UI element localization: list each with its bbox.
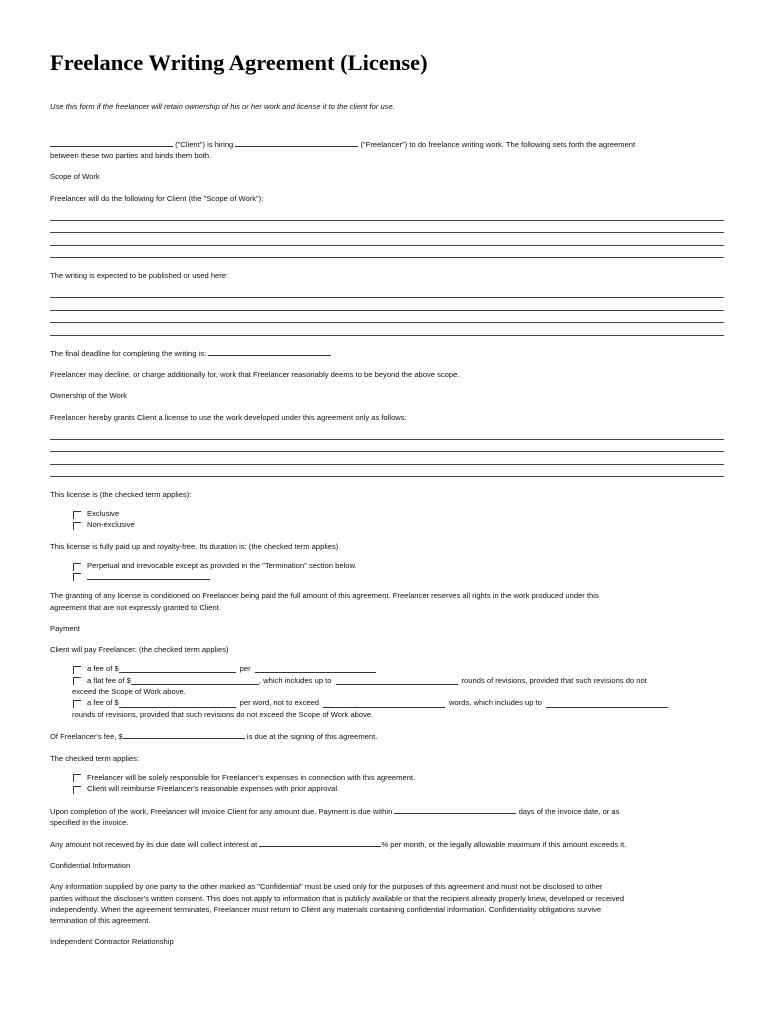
flat-revisions-blank[interactable]: [336, 676, 458, 685]
license-option-nonexclusive[interactable]: Non-exclusive: [73, 519, 722, 530]
expenses-option-freelancer[interactable]: Freelancer will be solely responsible for Freelancer's expenses in connection with this agreement.: [73, 772, 722, 783]
rate-unit-blank[interactable]: [255, 664, 376, 673]
ownership-lead: Freelancer hereby grants Client a license to use the work developed under this agreement only as follows:: [50, 412, 407, 422]
duration-option-perpetual[interactable]: Perpetual and irrevocable except as provided in the "Termination" section below.: [73, 560, 722, 571]
fill-line[interactable]: [50, 439, 724, 440]
payment-option-rate[interactable]: a fee of $ per: [73, 663, 722, 674]
interest-text: Any amount not received by its due date will collect interest at % per month, or the legally allowable maximum if this amount exceeds it.: [50, 839, 627, 849]
per-word-fee-blank[interactable]: [119, 699, 236, 708]
checkbox[interactable]: [73, 563, 81, 571]
flat-fee-blank[interactable]: [131, 676, 259, 685]
license-condition: The granting of any license is conditioned on Freelancer being paid the full amount of this agreement. Freelancer reserves all rights in the work produced under this agreement that are not expressly granted to Client.: [50, 591, 599, 612]
signing-fee-text: Of Freelancer's fee, $ is due at the signing of this agreement.: [50, 732, 378, 742]
invoice-paragraph: Upon completion of the work, Freelancer will invoice Client for any amount due. Payment is due within days of the invoice date, or as specified in the invoice.: [50, 806, 620, 827]
duration-custom-blank[interactable]: [87, 571, 210, 580]
fill-line[interactable]: [50, 451, 724, 452]
checkbox[interactable]: [73, 666, 81, 674]
fill-line[interactable]: [50, 220, 724, 221]
document-title: Freelance Writing Agreement (License): [50, 50, 428, 75]
fill-line[interactable]: [50, 297, 724, 298]
checkbox[interactable]: [73, 522, 81, 530]
checkbox[interactable]: [73, 573, 81, 581]
payment-heading: Payment: [50, 623, 80, 633]
payment-options: [50, 663, 722, 720]
fill-line[interactable]: [50, 310, 724, 311]
signing-fee-blank[interactable]: [123, 730, 245, 739]
fill-line[interactable]: [50, 335, 724, 336]
deadline-blank[interactable]: [208, 347, 331, 356]
flat-continuation: exceed the Scope of Work above.: [72, 687, 186, 697]
parties-paragraph: ("Client") is hiring ("Freelancer") to do freelance writing work. The following sets forth the agreement between these two parties and binds them both.: [50, 138, 722, 161]
checkbox[interactable]: [73, 786, 81, 794]
confidential-heading: Confidential Information: [50, 861, 131, 871]
parties-continuation: between these two parties and binds them both.: [50, 151, 212, 161]
deadline-text: The final deadline for completing the writing is:: [50, 347, 722, 359]
per-word-continuation: rounds of revisions, provided that such revisions do not exceed the Scope of Work above.: [72, 709, 374, 719]
license-options: [50, 508, 722, 531]
scope-fill-lines[interactable]: [50, 220, 722, 259]
decline-text: Freelancer may decline, or charge additionally for, work that Freelancer reasonably deems to be beyond the above scope.: [50, 370, 460, 380]
rate-amount-blank[interactable]: [119, 664, 236, 673]
expenses-lead: The checked term applies:: [50, 753, 140, 763]
duration-option-custom[interactable]: [73, 571, 722, 580]
payment-lead: Client will pay Freelancer: (the checked term applies): [50, 645, 229, 655]
expenses-options: [50, 772, 722, 795]
scope-lead: Freelancer will do the following for Client (the "Scope of Work"):: [50, 193, 264, 203]
intro-text: Use this form if the freelancer will retain ownership of his or her work and license it to the client for use.: [50, 102, 395, 111]
fill-line[interactable]: [50, 245, 724, 246]
checkbox[interactable]: [73, 700, 81, 708]
interest-rate-blank[interactable]: [259, 838, 381, 847]
freelancer-name-blank[interactable]: [235, 138, 358, 147]
payment-option-flat[interactable]: a flat fee of $ , which includes up to rounds of revisions, provided that such revisions do not: [73, 675, 722, 686]
fill-line[interactable]: [50, 476, 724, 477]
license-lead: This license is (the checked term applies):: [50, 489, 192, 499]
duration-options: [50, 560, 722, 580]
fill-line[interactable]: [50, 464, 724, 465]
license-fill-lines[interactable]: [50, 439, 722, 478]
word-limit-blank[interactable]: [323, 699, 445, 708]
checkbox[interactable]: [73, 774, 81, 782]
contractor-heading: Independent Contractor Relationship: [50, 937, 174, 947]
confidential-paragraph: Any information supplied by one party to the other marked as "Confidential" must be used only for the purposes of this agreement and must not be disclosed to other parties without the discloser's written consent. This does not apply to information that is publicly available or that the recipient already properly knew, developed or received independently. When the agreement terminates, Freelancer must return to Client any materials containing confidential information. Confidentiality obligations survive termination of this agreement.: [50, 882, 625, 925]
checkbox[interactable]: [73, 677, 81, 685]
license-option-exclusive[interactable]: Exclusive: [73, 508, 722, 519]
publication-lead: The writing is expected to be published or used here:: [50, 270, 229, 280]
client-name-blank[interactable]: [50, 138, 173, 147]
expenses-option-client[interactable]: Client will reimburse Freelancer's reasonable expenses with prior approval.: [73, 783, 722, 794]
ownership-heading: Ownership of the Work: [50, 391, 128, 401]
fill-line[interactable]: [50, 322, 724, 323]
per-word-revisions-blank[interactable]: [546, 699, 668, 708]
fill-line[interactable]: [50, 232, 724, 233]
scope-heading: Scope of Work: [50, 172, 100, 182]
fill-line[interactable]: [50, 257, 724, 258]
payment-days-blank[interactable]: [394, 805, 516, 814]
duration-lead: This license is fully paid up and royalty-free. Its duration is: (the checked term applies): [50, 541, 339, 551]
publication-fill-lines[interactable]: [50, 297, 722, 336]
payment-option-per-word[interactable]: a fee of $ per word, not to exceed words, which includes up to: [73, 697, 722, 708]
checkbox[interactable]: [73, 511, 81, 519]
